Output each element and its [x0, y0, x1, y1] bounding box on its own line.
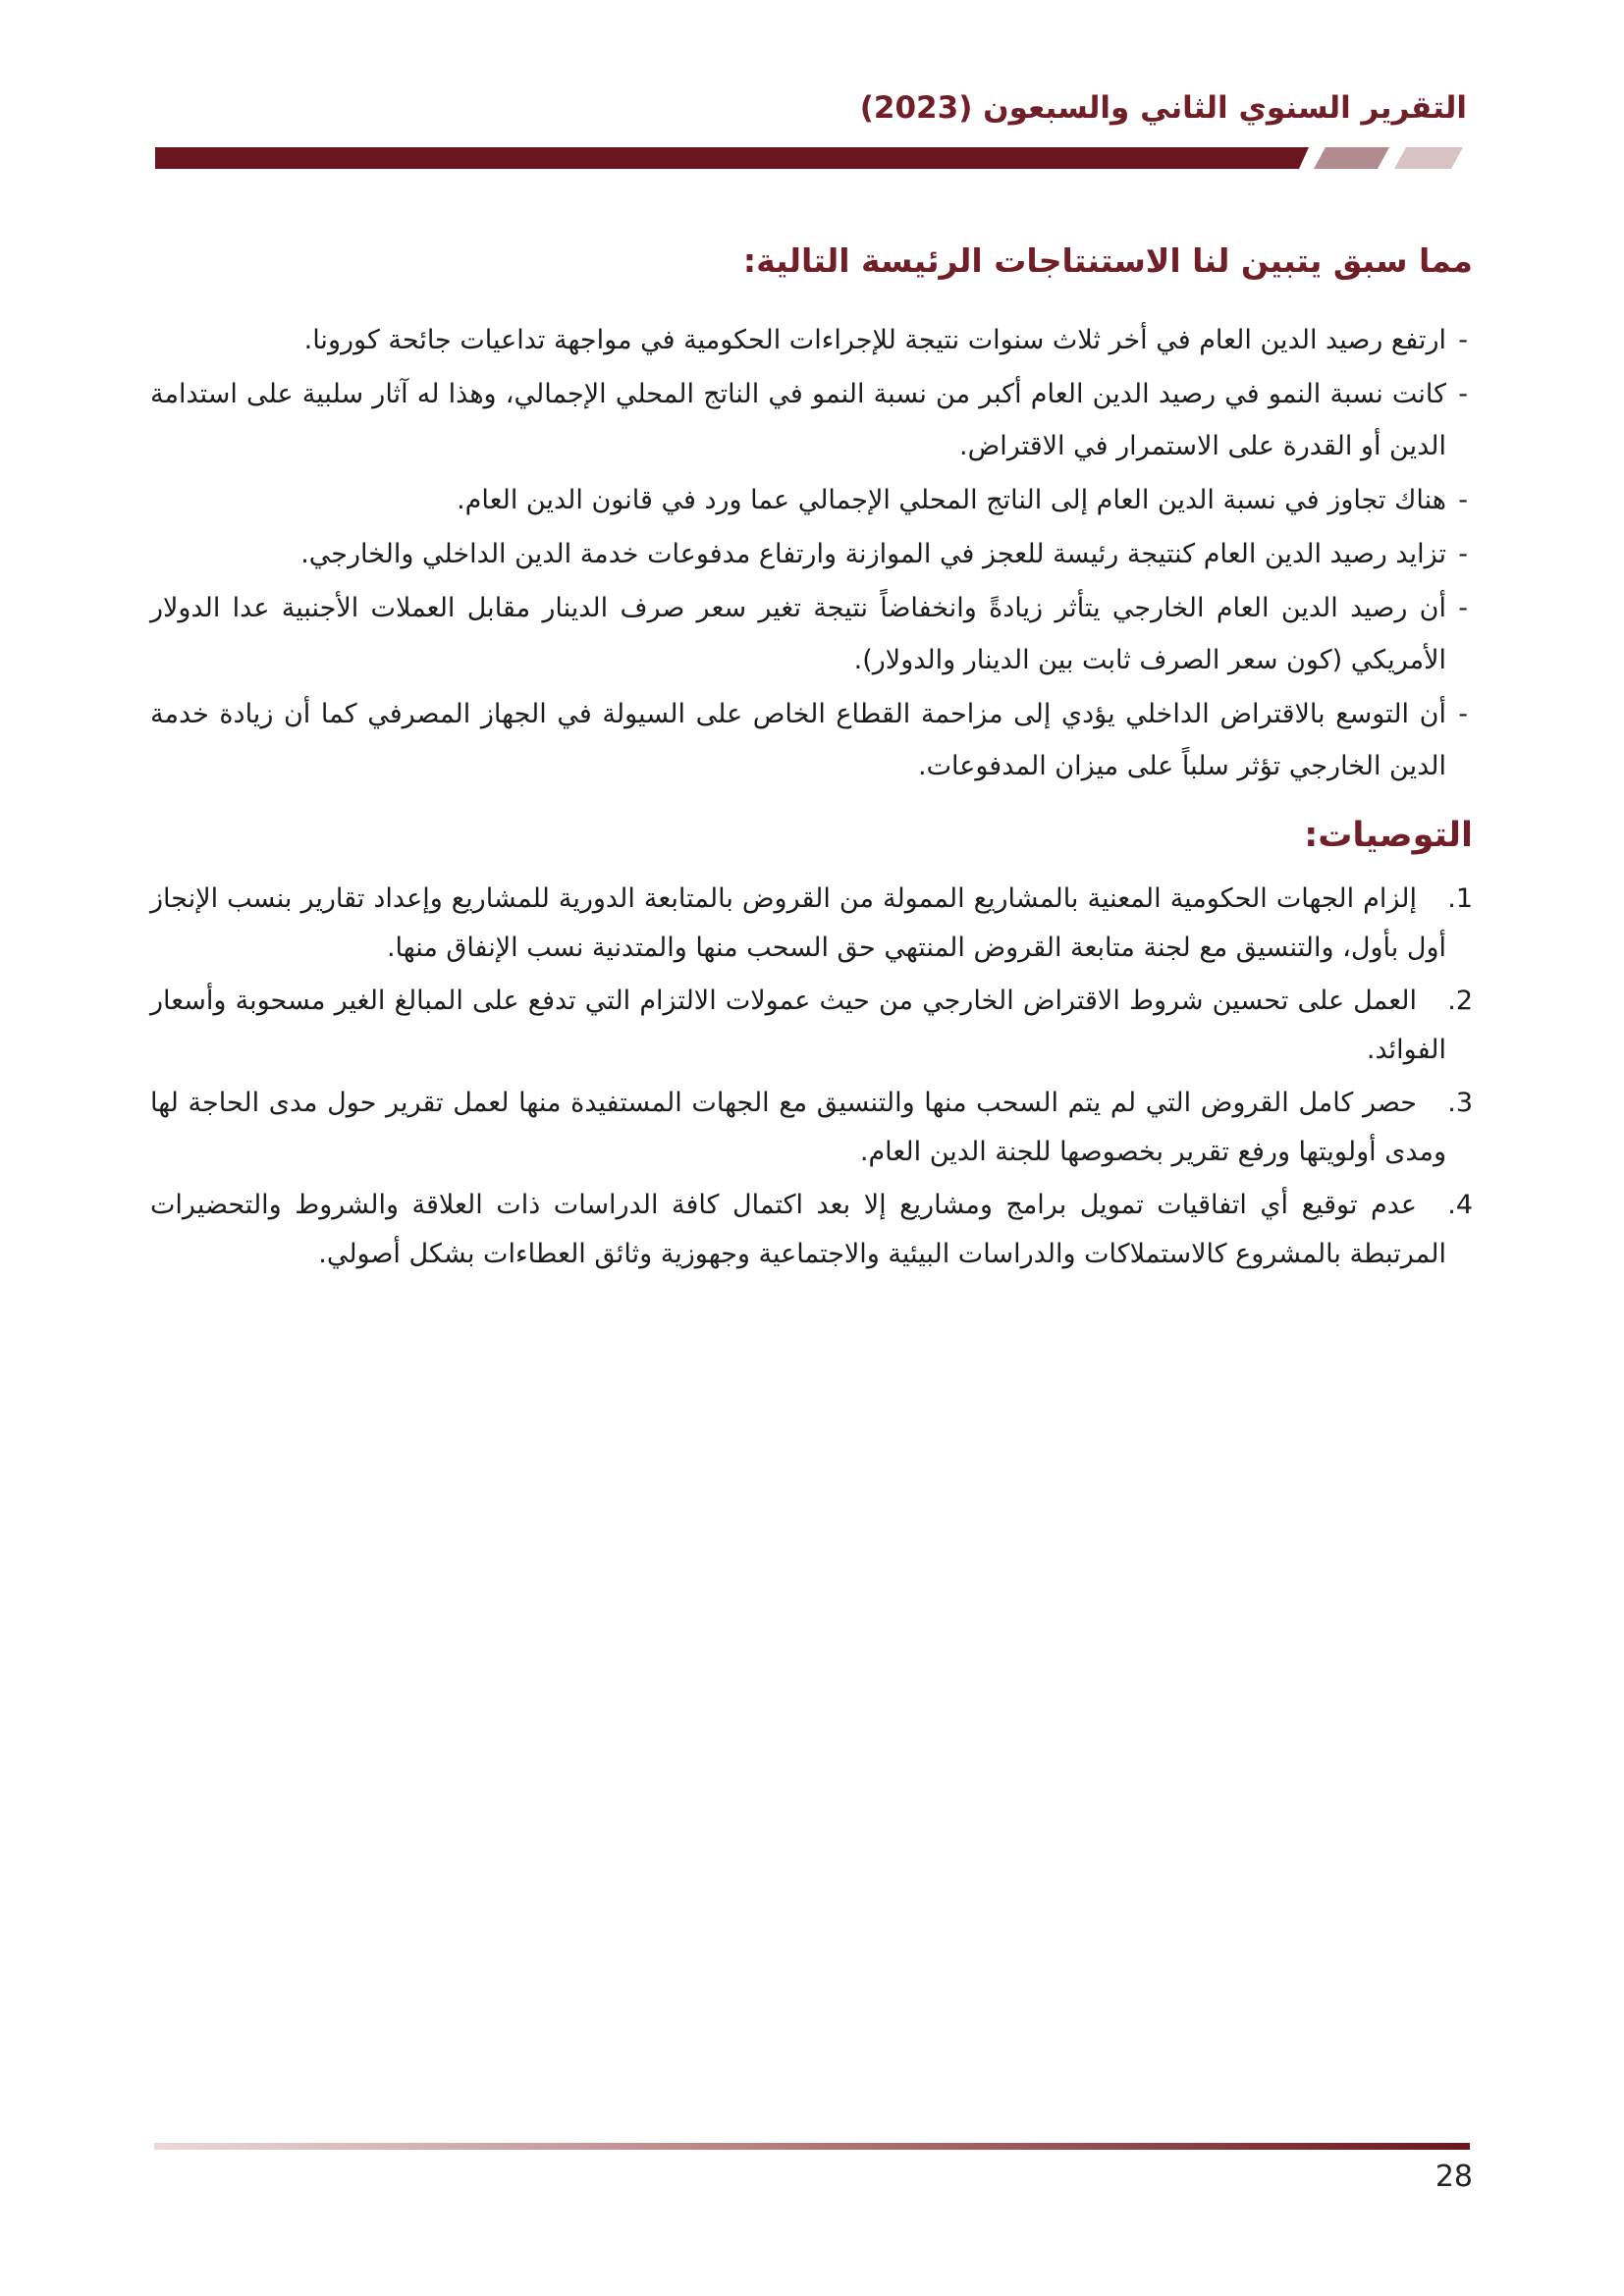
- bullet-dash-marker: -: [1458, 485, 1468, 515]
- list-item-text: حصر كامل القروض التي لم يتم السحب منها والتنسيق مع الجهات المستفيدة منها لعمل تقرير حول مدى الحاجة لها ومدى أولويتها ورفع تقرير بخصوصها للجنة الدين العام.: [150, 1088, 1446, 1167]
- list-item: [150, 528, 1473, 580]
- recommendations-list: [150, 875, 1473, 1283]
- list-item: [150, 314, 1473, 366]
- bullet-dash-marker: -: [1458, 539, 1468, 569]
- recommendations-heading: التوصيات:: [1304, 816, 1473, 855]
- list-item: [150, 977, 1473, 1075]
- page-number: 28: [1435, 2160, 1473, 2194]
- header-rule-medium-segment: [1314, 147, 1389, 169]
- list-item-text: كانت نسبة النمو في رصيد الدين العام أكبر من نسبة النمو في الناتج المحلي الإجمالي، وهذا له آثار سلبية على استدامة الدين أو القدرة على الاستمرار في الاقتراض.: [150, 379, 1446, 461]
- bullet-dash-marker: -: [1458, 699, 1468, 729]
- list-item-text: إلزام الجهات الحكومية المعنية بالمشاريع الممولة من القروض بالمتابعة الدورية للمشاريع وإعداد تقارير بنسب الإنجاز أول بأول، والتنسيق مع لجنة متابعة القروض المنتهي حق السحب منها والمتدنية نسب الإنفاق منها.: [150, 883, 1446, 963]
- list-item-text: عدم توقيع أي اتفاقيات تمويل برامج ومشاريع إلا بعد اكتمال كافة الدراسات ذات العلاقة والشروط والتحضيرات المرتبطة بالمشروع كالاستملاكات والدراسات البيئية والاجتماعية وجهوزية وثائق العطاءات بشكل أصولي.: [150, 1190, 1446, 1269]
- list-item: [150, 875, 1473, 973]
- conclusions-list: [150, 314, 1473, 794]
- number-marker: 1.: [1447, 883, 1473, 914]
- list-item: [150, 1181, 1473, 1279]
- list-item: [150, 474, 1473, 526]
- number-marker: 3.: [1447, 1088, 1473, 1118]
- list-item-text: أن التوسع بالاقتراض الداخلي يؤدي إلى مزاحمة القطاع الخاص على السيولة في الجهاز المصرفي كما أن زيادة خدمة الدين الخارجي تؤثر سلباً على ميزان المدفوعات.: [150, 699, 1446, 781]
- bullet-dash-marker: -: [1458, 379, 1468, 409]
- number-marker: 2.: [1447, 986, 1473, 1016]
- list-item: [150, 1079, 1473, 1177]
- list-item: [150, 368, 1473, 472]
- report-header-title: التقرير السنوي الثاني والسبعون (2023): [859, 90, 1467, 126]
- list-item-text: أن رصيد الدين العام الخارجي يتأثر زيادةً وانخفاضاً نتيجة تغير سعر صرف الدينار مقابل العملات الأجنبية عدا الدولار الأمريكي (كون سعر الصرف ثابت بين الدينار والدولار).: [150, 593, 1446, 675]
- header-rule-dark-segment: [155, 147, 1309, 169]
- list-item-text: ارتفع رصيد الدين العام في أخر ثلاث سنوات نتيجة للإجراءات الحكومية في مواجهة تداعيات جائحة كورونا.: [303, 325, 1446, 355]
- list-item-text: هناك تجاوز في نسبة الدين العام إلى الناتج المحلي الإجمالي عما ورد في قانون الدين العام.: [457, 485, 1446, 515]
- footer-rule: [154, 2143, 1470, 2150]
- number-marker: 4.: [1447, 1190, 1473, 1220]
- bullet-dash-marker: -: [1458, 325, 1468, 355]
- list-item: [150, 688, 1473, 792]
- list-item: [150, 582, 1473, 686]
- list-item-text: العمل على تحسين شروط الاقتراض الخارجي من حيث عمولات الالتزام التي تدفع على المبالغ الغير مسحوبة وأسعار الفوائد.: [150, 986, 1446, 1065]
- list-item-text: تزايد رصيد الدين العام كنتيجة رئيسة للعجز في الموازنة وارتفاع مدفوعات خدمة الدين الداخلي والخارجي.: [300, 539, 1446, 569]
- bullet-dash-marker: -: [1458, 593, 1468, 623]
- header-rule-light-segment: [1394, 147, 1463, 169]
- conclusions-heading: مما سبق يتبين لنا الاستنتاجات الرئيسة التالية:: [742, 241, 1473, 280]
